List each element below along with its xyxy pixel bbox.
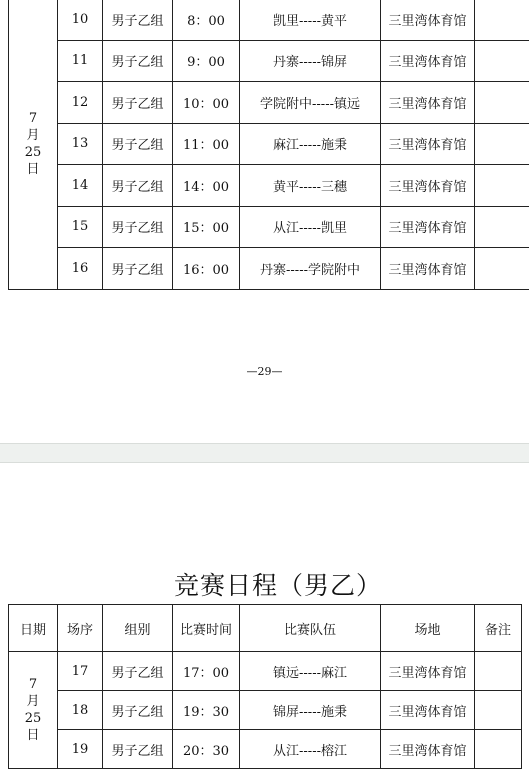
time-cell: 20：30 — [173, 730, 240, 769]
group-cell: 男子乙组 — [103, 730, 173, 769]
date-day-num: 25 — [24, 711, 42, 726]
time-cell: 15：00 — [173, 206, 240, 248]
header-venue: 场地 — [381, 605, 475, 652]
page-title: 竞赛日程（男乙） — [173, 571, 382, 600]
header-group: 组别 — [103, 605, 173, 652]
match-cell: 从江-----凯里 — [240, 206, 381, 248]
time-cell: 17：00 — [173, 652, 240, 691]
match-no: 13 — [58, 123, 103, 165]
note-cell — [475, 248, 529, 290]
match-cell: 凯里-----黄平 — [240, 0, 381, 40]
match-cell: 丹寨-----锦屏 — [240, 40, 381, 82]
header-match: 比赛队伍 — [240, 605, 381, 652]
venue-cell: 三里湾体育馆 — [381, 165, 475, 207]
date-cell — [9, 0, 58, 289]
note-cell — [475, 123, 529, 165]
match-cell: 镇远-----麻江 — [240, 652, 381, 691]
table-row — [9, 40, 529, 82]
date-day-char: 日 — [26, 161, 40, 177]
date-day-num: 25 — [24, 144, 42, 160]
match-cell: 丹寨-----学院附中 — [240, 248, 381, 290]
venue-cell: 三里湾体育馆 — [381, 730, 475, 769]
date-month-num: 7 — [28, 110, 38, 126]
date-month-char: 月 — [26, 694, 40, 709]
match-no: 17 — [58, 652, 103, 691]
venue-cell: 三里湾体育馆 — [381, 82, 475, 124]
note-cell — [475, 206, 529, 248]
table-row — [9, 82, 529, 124]
header-note: 备注 — [475, 605, 522, 652]
time-cell: 19：30 — [173, 691, 240, 730]
table-row — [9, 0, 529, 40]
table-row — [9, 248, 529, 290]
match-no: 19 — [58, 730, 103, 769]
match-cell: 锦屏-----施秉 — [240, 691, 381, 730]
venue-cell: 三里湾体育馆 — [381, 691, 475, 730]
venue-cell: 三里湾体育馆 — [381, 206, 475, 248]
note-cell — [475, 730, 522, 769]
table-row — [9, 123, 529, 165]
match-cell: 黄平-----三穗 — [240, 165, 381, 207]
table-row — [9, 730, 522, 769]
table-row — [9, 652, 522, 691]
header-no: 场序 — [58, 605, 103, 652]
group-cell: 男子乙组 — [103, 40, 173, 82]
group-cell: 男子乙组 — [103, 82, 173, 124]
time-cell: 11：00 — [173, 123, 240, 165]
time-cell: 14：00 — [173, 165, 240, 207]
match-cell: 从江-----榕江 — [240, 730, 381, 769]
match-no: 16 — [58, 248, 103, 290]
page-separator — [0, 443, 529, 463]
note-cell — [475, 40, 529, 82]
table-header-row — [9, 605, 522, 652]
schedule-table — [8, 604, 522, 769]
venue-cell: 三里湾体育馆 — [381, 652, 475, 691]
group-cell: 男子乙组 — [103, 652, 173, 691]
match-no: 15 — [58, 206, 103, 248]
header-time: 比赛时间 — [173, 605, 240, 652]
note-cell — [475, 82, 529, 124]
date-month-num: 7 — [28, 677, 38, 692]
time-cell: 10：00 — [173, 82, 240, 124]
table-row — [9, 165, 529, 207]
document-page-30 — [0, 463, 529, 773]
match-cell: 麻江-----施秉 — [240, 123, 381, 165]
venue-cell: 三里湾体育馆 — [381, 40, 475, 82]
note-cell — [475, 165, 529, 207]
note-cell — [475, 691, 522, 730]
group-cell: 男子乙组 — [103, 206, 173, 248]
group-cell: 男子乙组 — [103, 165, 173, 207]
group-cell: 男子乙组 — [103, 123, 173, 165]
venue-cell: 三里湾体育馆 — [381, 248, 475, 290]
venue-cell: 三里湾体育馆 — [381, 0, 475, 40]
note-cell — [475, 652, 522, 691]
note-cell — [475, 0, 529, 40]
date-day-char: 日 — [26, 728, 40, 743]
match-no: 12 — [58, 82, 103, 124]
schedule-table-continued — [8, 0, 529, 290]
page-number: —29— — [246, 365, 283, 378]
table-row — [9, 206, 529, 248]
table-row — [9, 691, 522, 730]
date-cell — [9, 652, 58, 769]
group-cell: 男子乙组 — [103, 691, 173, 730]
match-no: 14 — [58, 165, 103, 207]
date-month-char: 月 — [26, 127, 40, 143]
match-no: 10 — [58, 0, 103, 40]
time-cell: 16：00 — [173, 248, 240, 290]
match-no: 18 — [58, 691, 103, 730]
venue-cell: 三里湾体育馆 — [381, 123, 475, 165]
time-cell: 8：00 — [173, 0, 240, 40]
time-cell: 9：00 — [173, 40, 240, 82]
match-cell: 学院附中-----镇远 — [240, 82, 381, 124]
match-no: 11 — [58, 40, 103, 82]
group-cell: 男子乙组 — [103, 248, 173, 290]
header-date: 日期 — [9, 605, 58, 652]
group-cell: 男子乙组 — [103, 0, 173, 40]
